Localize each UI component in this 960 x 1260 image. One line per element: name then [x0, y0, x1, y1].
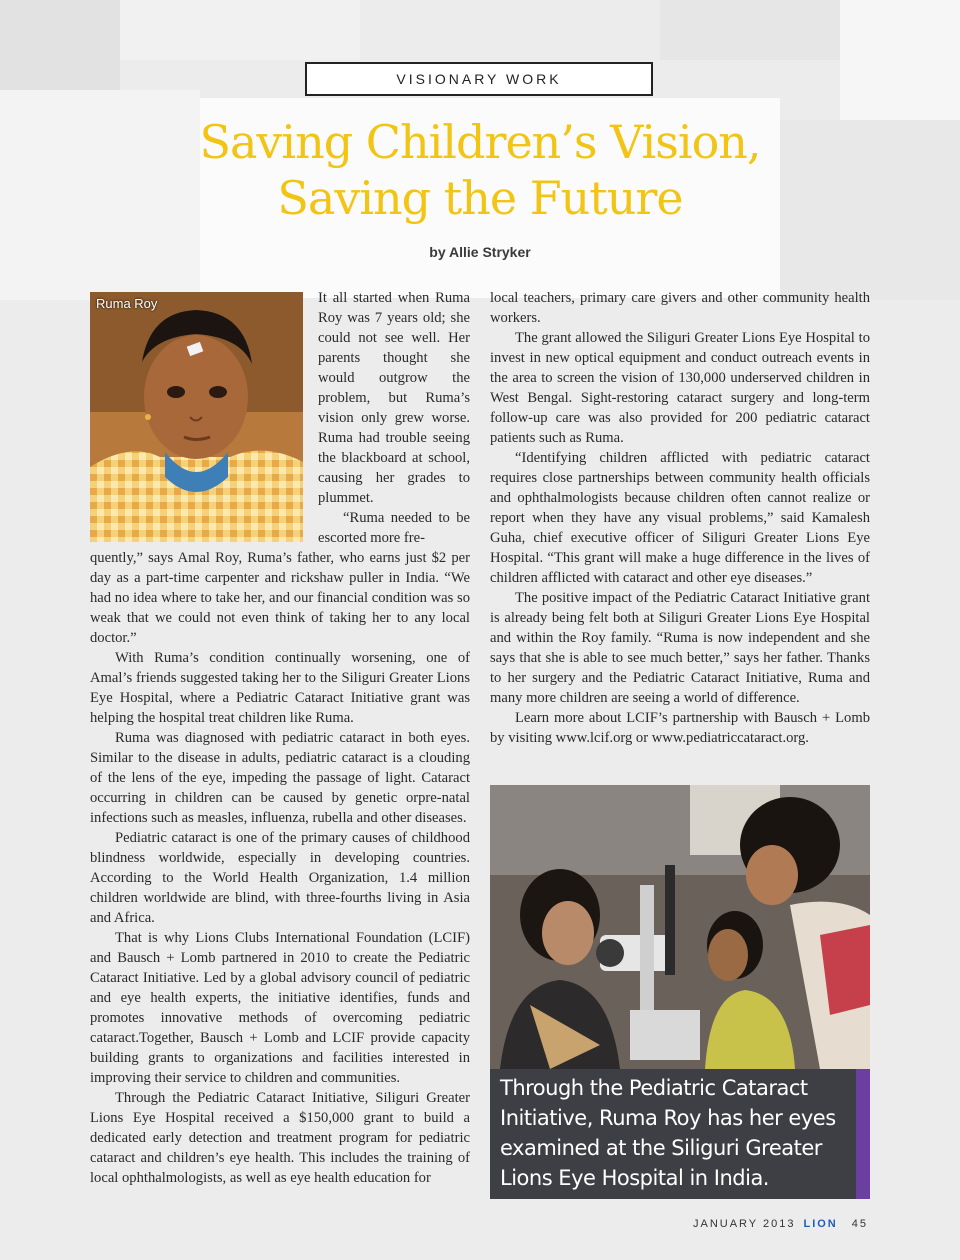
page-footer: [693, 1218, 868, 1230]
left-column-bottom: [90, 548, 470, 1188]
caption-accent-bar: [856, 1069, 870, 1199]
paragraph: Learn more about LCIF’s partnership with Bausch + Lomb by visiting www.lcif.org or www.pediatriccataract.org.: [490, 710, 870, 746]
paragraph: That is why Lions Clubs International Foundation (LCIF) and Bausch + Lomb partnered in 2010 to create the Pediatric Cataract Initiative. Led by a global advisory council of pediatric and eye health experts, the initiative identifies, funds and promotes innovative methods of overcoming pediatric cataract.Together, Bausch + Lomb and LCIF provide capacity building grants to organizations and facilities interested in improving their service to children and communities.: [90, 930, 470, 1086]
title-line-2: Saving the Future: [277, 171, 683, 225]
eye-exam-photo: [490, 785, 870, 1069]
paragraph: The grant allowed the Siliguri Greater Lions Eye Hospital to invest in new optical equipment and conduct outreach events in the area to screen the vision of 130,000 underserved children in West Bengal. Sight-restoring cataract surgery and long-term follow-up care was also provided for 200 pediatric cataract patients such as Ruma.: [490, 330, 870, 446]
paragraph: “Identifying children afflicted with pediatric cataract requires close partnerships between community health officials and ophthalmologists because children often cannot realize or report when they have any visual problems,” said Kamalesh Guha, chief executive officer of Siliguri Greater Lions Eye Hospital. “This grant will make a huge difference in the lives of children afflicted with cataract and other eye diseases.”: [490, 450, 870, 586]
paragraph: It all started when Ruma Roy was 7 years old; she could not see well. Her parents thought she would outgrow the problem, but Ruma’s vision only grew worse. Ruma had trouble seeing the blackboard at school, causing her grades to plummet.: [318, 290, 470, 506]
paragraph: Pediatric cataract is one of the primary causes of childhood blindness worldwide, especially in developing countries. According to the World Health Organization, 1.4 million children worldwide are blind, with three-fourths living in Asia and Africa.: [90, 830, 470, 926]
ruma-roy-photo: [90, 292, 303, 542]
background-tile: [0, 0, 120, 90]
eye-exam-illustration: [490, 785, 870, 1069]
title-line-1: Saving Children’s Vision,: [199, 115, 761, 169]
photo-caption: Through the Pediatric Cataract Initiative, Ruma Roy has her eyes examined at the Siliguri Greater Lions Eye Hospital in India.: [490, 1069, 856, 1199]
portrait-illustration: [90, 292, 303, 542]
paragraph: quently,” says Amal Roy, Ruma’s father, who earns just $2 per day as a part-time carpenter and rickshaw puller in India. “We had no idea where to take her, and our financial condition was so weak that we could not even think of taking her to any local doctor.”: [90, 550, 470, 646]
right-column: [490, 288, 870, 748]
article-title: [120, 114, 840, 226]
page-number: 45: [851, 1218, 868, 1230]
background-tile: [120, 0, 360, 60]
paragraph: local teachers, primary care givers and other community health workers.: [490, 290, 870, 326]
background-tile: [660, 0, 840, 60]
paragraph: Ruma was diagnosed with pediatric cataract in both eyes. Similar to the disease in adults, pediatric cataract is a clouding of the lens of the eye, impeding the passage of light. Cataract occurring in children can be caused by genetic orpre-natal infections such as measles, influenza, rubella and other diseases.: [90, 730, 470, 826]
issue-date: JANUARY 2013: [692, 1218, 796, 1230]
paragraph: With Ruma’s condition continually worsening, one of Amal’s friends suggested taking her to the Siliguri Greater Lions Eye Hospital, where a Pediatric Cataract Initiative grant was helping the hospital treat children like Ruma.: [90, 650, 470, 726]
paragraph: “Ruma needed to be escorted more fre-: [318, 510, 470, 546]
photo-label: Ruma Roy: [96, 296, 158, 311]
magazine-brand: LION: [803, 1218, 838, 1230]
section-label: VISIONARY WORK: [305, 62, 653, 96]
background-tile: [840, 0, 960, 120]
byline: by Allie Stryker: [429, 244, 531, 260]
paragraph: The positive impact of the Pediatric Cataract Initiative grant is already being felt both at Siliguri Greater Lions Eye Hospital and within the Roy family. “Ruma is now independent and she says that she is able to see much better,” says her father. Thanks to her surgery and the Pediatric Cataract Initiative, Ruma and many more children are seeing a world of difference.: [490, 590, 870, 706]
paragraph: Through the Pediatric Cataract Initiative, Siliguri Greater Lions Eye Hospital received a $150,000 grant to build a dedicated early detection and treatment program for pediatric cataract and children’s eye health. This includes the training of local ophthalmologists, as well as eye health education for: [90, 1090, 470, 1186]
left-column-top: [318, 288, 470, 548]
